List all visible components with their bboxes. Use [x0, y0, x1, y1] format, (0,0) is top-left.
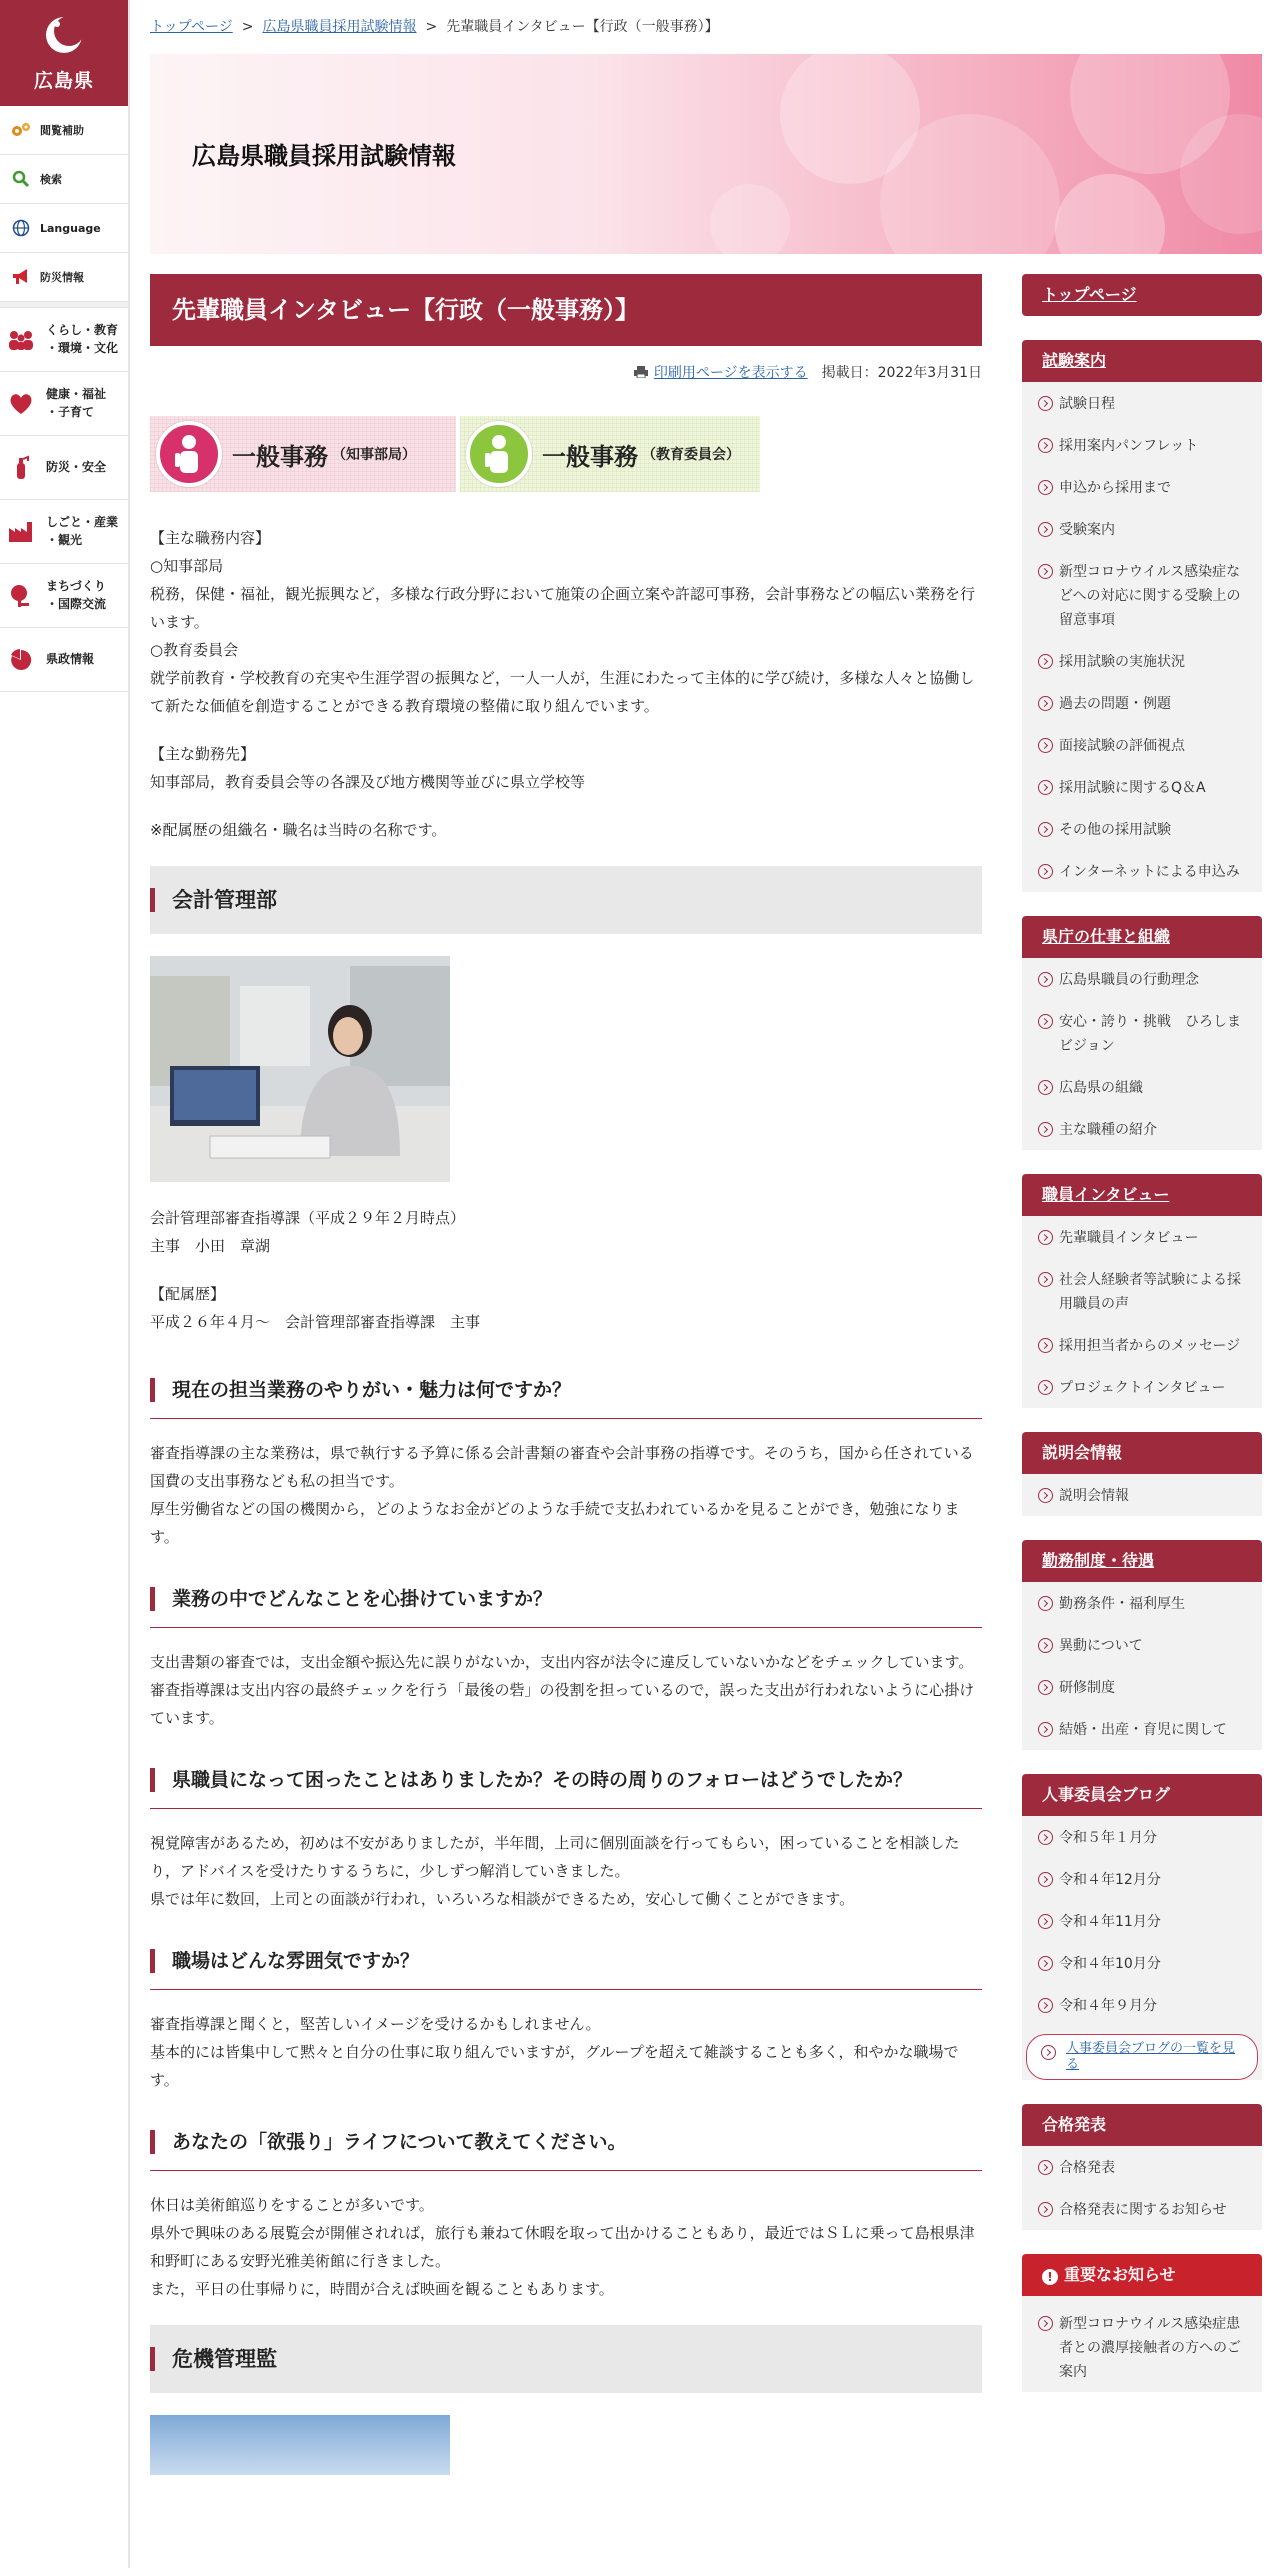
top-link-box [1022, 274, 1262, 316]
answer-text: 審査指導課の主な業務は，県で執行する予算に係る会計書類の審査や会計事務の指導です。そのうち，国から任されている国費の支出事務なども私の担当です。 厚生労働省などの国の機関から，どのようなお金がどのような手続で支払われているかを見ることができ，勉強になります。 [150, 1444, 974, 1546]
question-heading: 業務の中でどんなことを心掛けていますか？ [150, 1585, 982, 1628]
nav-link[interactable]: 先輩職員インタビュー [1022, 1216, 1262, 1258]
question-heading: あなたの「欲張り」ライフについて教えてください。 [150, 2128, 982, 2171]
answer-text: 視覚障害があるため，初めは不安がありましたが，半年間，上司に個別面談を行ってもらい，困っていることを相談したり，アドバイスを受けたりするうちに，少しずつ解消していきました。 県では年に数回，上司との面談が行われ，いろいろな相談ができるため，安心して働くことができます。 [150, 1834, 960, 1908]
person-icon [156, 421, 222, 487]
sidebar-item-label: 健康・福祉 ・子育て [46, 387, 107, 419]
nav-link[interactable]: 説明会情報 [1022, 1474, 1262, 1516]
breadcrumb [150, 16, 719, 36]
chevron-right-icon [1038, 2202, 1053, 2217]
answer-text: 支出書類の審査では，支出金額や振込先に誤りがないか，支出内容が法令に違反していないかなどをチェックしています。 審査指導課は支出内容の最終チェックを行う「最後の砦」の役割を担っているので，誤った支出が行われないように心掛けています。 [150, 1653, 975, 1727]
disaster-info-button[interactable] [0, 253, 128, 302]
nav-box-exam [1022, 340, 1262, 892]
nav-link[interactable]: その他の採用試験 [1022, 808, 1262, 850]
tree-icon [6, 581, 36, 611]
badge-education-board [460, 416, 760, 492]
sidebar-item-community[interactable] [0, 564, 128, 628]
sidebar-item-health[interactable] [0, 372, 128, 436]
accessibility-button[interactable] [0, 106, 128, 155]
nav-link[interactable]: 合格発表に関するお知らせ [1022, 2188, 1262, 2230]
alert-title: ! 重要なお知らせ [1022, 2254, 1262, 2296]
language-button[interactable] [0, 204, 128, 253]
print-page-link[interactable]: 印刷用ページを表示する [653, 365, 808, 381]
person-icon [466, 421, 532, 487]
chevron-right-icon [1038, 1956, 1053, 1971]
nav-link[interactable]: プロジェクトインタビュー [1022, 1366, 1262, 1408]
chevron-right-icon [1038, 972, 1053, 987]
workplace-heading: 【主な勤務先】 [150, 745, 256, 763]
page-meta [150, 362, 982, 382]
disaster-info-label: 防災情報 [40, 271, 84, 284]
nav-link[interactable]: 令和４年12月分 [1022, 1858, 1262, 1900]
question-heading: 職場はどんな雰囲気ですか？ [150, 1947, 982, 1990]
sidebar-item-government[interactable] [0, 628, 128, 692]
chevron-right-icon [1038, 1680, 1053, 1695]
note-text: ※配属歴の組織名・職名は当時の名称です。 [150, 821, 447, 839]
chevron-right-icon [1038, 480, 1053, 495]
history-text: 平成２６年４月～ 会計管理部審査指導課 主事 [150, 1313, 481, 1331]
nav-link[interactable]: 新型コロナウイルス感染症などへの対応に関する受験上の留意事項 [1022, 550, 1262, 640]
left-sidebar [0, 0, 130, 2568]
chevron-right-icon [1038, 2316, 1053, 2331]
chevron-right-icon [1038, 696, 1053, 711]
staff-department: 会計管理部審査指導課（平成２９年２月時点） [150, 1209, 466, 1227]
duties-gov-text: 税務，保健・福祉，観光振興など，多様な行政分野において施策の企画立案や許認可事務，会計事務などの幅広い業務を行います。 [150, 585, 976, 631]
nav-box-conditions [1022, 1540, 1262, 1750]
sidebar-item-label: 防災・安全 [46, 459, 107, 474]
chevron-right-icon [1038, 522, 1053, 537]
nav-link[interactable]: 令和５年１月分 [1022, 1816, 1262, 1858]
chevron-right-icon [1038, 1380, 1053, 1395]
sidebar-item-work[interactable] [0, 500, 128, 564]
nav-link[interactable]: 採用案内パンフレット [1022, 424, 1262, 466]
chevron-right-icon [1038, 1596, 1053, 1611]
globe-icon [10, 217, 32, 239]
nav-link[interactable]: 面接試験の評価視点 [1022, 724, 1262, 766]
right-sidebar [1022, 274, 1262, 2416]
staff-photo-2 [150, 2415, 450, 2475]
publish-date: 掲載日：2022年3月31日 [821, 365, 982, 381]
top-page-link[interactable]: トップページ [1022, 274, 1262, 316]
chevron-right-icon [1038, 1488, 1053, 1503]
nav-box-title[interactable]: 試験案内 [1022, 340, 1262, 382]
staff-photo [150, 956, 450, 1182]
nav-link[interactable]: 過去の問題・例題 [1022, 682, 1262, 724]
nav-link[interactable]: 広島県職員の行動理念 [1022, 958, 1262, 1000]
prefecture-logo[interactable] [0, 0, 128, 106]
page-title: 先輩職員インタビュー【行政（一般事務）】 [150, 274, 982, 346]
breadcrumb-current: 先輩職員インタビュー【行政（一般事務）】 [446, 19, 719, 35]
chevron-right-icon [1038, 2160, 1053, 2175]
alert-box [1022, 2254, 1262, 2392]
chevron-right-icon [1038, 738, 1053, 753]
sidebar-item-label: しごと・産業 ・観光 [46, 515, 119, 547]
pie-icon [6, 645, 36, 675]
nav-link[interactable]: 研修制度 [1022, 1666, 1262, 1708]
breadcrumb-home-link[interactable]: トップページ [150, 19, 233, 35]
megaphone-icon [10, 266, 32, 288]
nav-link[interactable]: 広島県の組織 [1022, 1066, 1262, 1108]
chevron-right-icon [1038, 438, 1053, 453]
nav-link[interactable]: 申込から採用まで [1022, 466, 1262, 508]
staff-profile [150, 1204, 982, 1260]
nav-link[interactable]: 勤務条件・福利厚生 [1022, 1582, 1262, 1624]
chevron-right-icon [1038, 1722, 1053, 1737]
nav-link[interactable]: 試験日程 [1022, 382, 1262, 424]
chevron-right-icon [1038, 864, 1053, 879]
chevron-right-icon [1038, 822, 1053, 837]
nav-link[interactable]: 採用担当者からのメッセージ [1022, 1324, 1262, 1366]
chevron-right-icon [1038, 1014, 1053, 1029]
nav-link[interactable]: 採用試験に関するQ＆A [1022, 766, 1262, 808]
breadcrumb-separator: > [425, 19, 438, 35]
breadcrumb-recruit-link[interactable]: 広島県職員採用試験情報 [262, 19, 417, 35]
section-heading-accounting: 会計管理部 [150, 866, 982, 934]
nav-link[interactable]: 新型コロナウイルス感染症患者との濃厚接触者の方へのご案内 [1022, 2296, 1262, 2392]
nav-box-title[interactable]: 県庁の仕事と組織 [1022, 916, 1262, 958]
answer-text: 審査指導課と聞くと，堅苦しいイメージを受けるかもしれません。 基本的には皆集中して黙々と自分の仕事に取り組んでいますが，グループを超えて雑談することも多く，和やかな職場です。 [150, 2015, 959, 2089]
chevron-right-icon [1038, 1638, 1053, 1653]
sidebar-item-label: くらし・教育 ・環境・文化 [46, 323, 119, 355]
sidebar-item-label: 県政情報 [46, 651, 95, 666]
chevron-right-icon [1038, 1122, 1053, 1137]
answer-text: 休日は美術館巡りをすることが多いです。 県外で興味のある展覧会が開催されれば，旅行も兼ねて休暇を取って出かけることもあり，最近ではＳＬに乗って島根県津和野町にある安野光雅美術館に行きました。 また，平日の仕事帰りに，時間が合えば映画を観ることもあります。 [150, 2196, 975, 2298]
chevron-right-icon [1038, 396, 1053, 411]
printer-icon [634, 366, 648, 378]
factory-icon [6, 517, 36, 547]
search-button[interactable] [0, 155, 128, 204]
nav-link[interactable]: 令和４年11月分 [1022, 1900, 1262, 1942]
badge-label: 一般事務 [232, 442, 328, 471]
badge-sub: （教育委員会） [642, 447, 740, 463]
main-content [150, 274, 982, 2475]
blog-more-button[interactable]: 人事委員会ブログの一覧を見る [1026, 2034, 1258, 2080]
nav-box-organization [1022, 916, 1262, 1150]
breadcrumb-separator: > [241, 19, 254, 35]
nav-link[interactable]: 合格発表 [1022, 2146, 1262, 2188]
sidebar-item-label: まちづくり ・国際交流 [46, 579, 107, 611]
nav-link[interactable]: 令和４年10月分 [1022, 1942, 1262, 1984]
nav-box-title: 説明会情報 [1022, 1432, 1262, 1474]
heart-icon [6, 389, 36, 419]
workplace-block [150, 740, 982, 796]
people-icon [6, 325, 36, 355]
nav-box-briefing [1022, 1432, 1262, 1516]
alert-icon: ! [1042, 2269, 1058, 2285]
nav-box-title: 合格発表 [1022, 2104, 1262, 2146]
job-badges [150, 416, 982, 492]
accessibility-label: 閲覧補助 [40, 124, 84, 137]
nav-link[interactable]: 結婚・出産・育児に関して [1022, 1708, 1262, 1750]
nav-link[interactable]: 社会人経験者等試験による採用職員の声 [1022, 1258, 1262, 1324]
search-icon [10, 168, 32, 190]
chevron-right-icon [1038, 1998, 1053, 2013]
duties-gov-label: ○知事部局 [150, 557, 224, 575]
nav-link[interactable]: 採用試験の実施状況 [1022, 640, 1262, 682]
hero-title: 広島県職員採用試験情報 [192, 142, 456, 170]
badge-label: 一般事務 [542, 442, 638, 471]
nav-link[interactable]: 安心・誇り・挑戦 ひろしまビジョン [1022, 1000, 1262, 1066]
logo-text: 広島県 [33, 70, 94, 92]
chevron-right-icon [1038, 1080, 1053, 1095]
history-heading: 【配属歴】 [150, 1285, 226, 1303]
chevron-right-icon [1038, 1872, 1053, 1887]
chevron-right-icon [1038, 564, 1053, 579]
chevron-right-icon [1038, 1914, 1053, 1929]
nav-box-title: 人事委員会ブログ [1022, 1774, 1262, 1816]
duties-edu-label: ○教育委員会 [150, 641, 239, 659]
search-label: 検索 [40, 173, 62, 186]
staff-name: 主事 小田 章湖 [150, 1237, 271, 1255]
nav-link[interactable]: インターネットによる申込み [1022, 850, 1262, 892]
extinguisher-icon [6, 453, 36, 483]
duties-block [150, 524, 982, 720]
chevron-right-icon [1038, 780, 1053, 795]
question-heading: 現在の担当業務のやりがい・魅力は何ですか？ [150, 1376, 982, 1419]
hero-banner [150, 54, 1262, 254]
nav-link[interactable]: 受験案内 [1022, 508, 1262, 550]
badge-sub: （知事部局） [332, 447, 416, 463]
nav-box-interview [1022, 1174, 1262, 1408]
assignment-history [150, 1280, 982, 1336]
section-heading-crisis: 危機管理監 [150, 2325, 982, 2393]
chevron-right-icon [1041, 2045, 1056, 2060]
chevron-right-icon [1038, 1338, 1053, 1353]
nav-box-results [1022, 2104, 1262, 2230]
duties-edu-text: 就学前教育・学校教育の充実や生涯学習の振興など，一人一人が，生涯にわたって主体的に学び続け，多様な人々と協働して新たな価値を創造することができる教育環境の整備に取り組んでいます。 [150, 669, 975, 715]
sidebar-item-living[interactable] [0, 308, 128, 372]
staff-photo-image [150, 956, 450, 1182]
chevron-right-icon [1038, 654, 1053, 669]
chevron-right-icon [1038, 1272, 1053, 1287]
nav-box-title[interactable]: 職員インタビュー [1022, 1174, 1262, 1216]
nav-box-blog [1022, 1774, 1262, 2080]
nav-box-title[interactable]: 勤務制度・待遇 [1022, 1540, 1262, 1582]
nav-link[interactable]: 異動について [1022, 1624, 1262, 1666]
sidebar-item-safety[interactable] [0, 436, 128, 500]
nav-link[interactable]: 主な職種の紹介 [1022, 1108, 1262, 1150]
hiroshima-mark-icon [43, 14, 85, 56]
workplace-text: 知事部局，教育委員会等の各課及び地方機関等並びに県立学校等 [150, 773, 586, 791]
question-heading: 県職員になって困ったことはありましたか？その時の周りのフォローはどうでしたか？ [150, 1766, 982, 1809]
language-label: Language [40, 221, 101, 235]
chevron-right-icon [1038, 1830, 1053, 1845]
nav-link[interactable]: 令和４年９月分 [1022, 1984, 1262, 2026]
duties-heading: 【主な職務内容】 [150, 529, 271, 547]
chevron-right-icon [1038, 1230, 1053, 1245]
gears-icon [10, 119, 32, 141]
badge-governor-office [150, 416, 456, 492]
